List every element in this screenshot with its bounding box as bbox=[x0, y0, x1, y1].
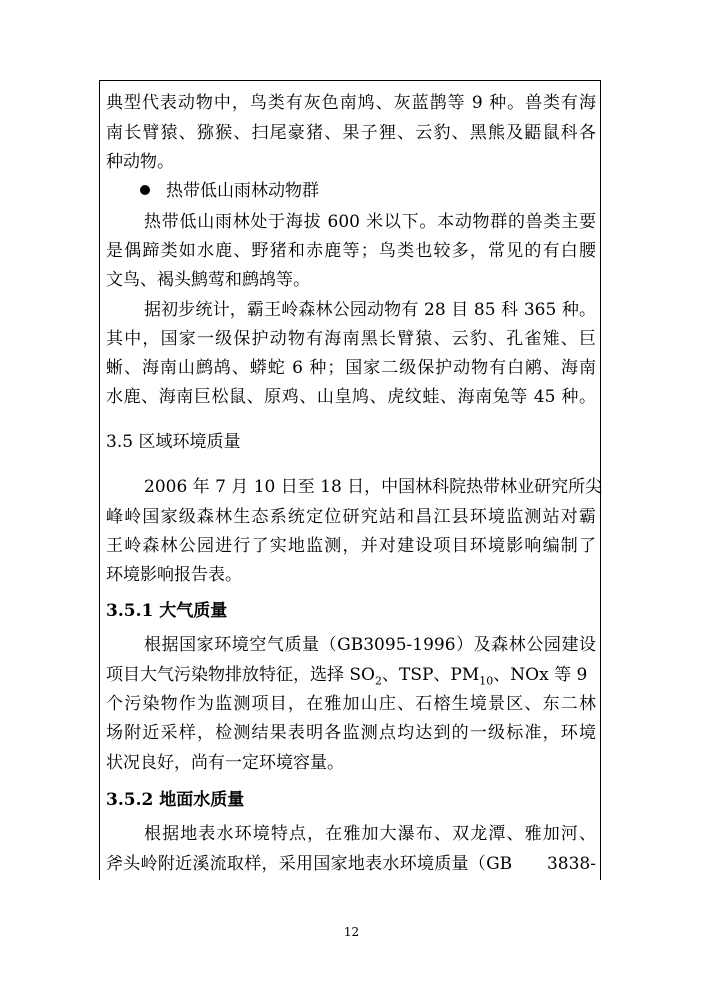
subscript: 10 bbox=[479, 674, 494, 688]
text-line: 斧头岭附近溪流取样，采用国家地表水环境质量（GB 3838- bbox=[106, 854, 596, 874]
text-line: 南长臂猿、猕猴、扫尾豪猪、果子狸、云豹、黑熊及鼯鼠科各 bbox=[106, 123, 596, 143]
text-line: 峰岭国家级森林生态系统定位研究站和昌江县环境监测站对霸 bbox=[106, 507, 596, 527]
text-line: 王岭森林公园进行了实地监测，并对建设项目环境影响编制了 bbox=[106, 536, 596, 556]
page-number: 12 bbox=[343, 925, 360, 939]
text-line: 是偶蹄类如水鹿、野猪和赤鹿等；鸟类也较多，常见的有白腰 bbox=[106, 241, 596, 261]
text-line: 环境影响报告表。 bbox=[106, 565, 242, 585]
text-line: 场附近采样，检测结果表明各监测点均达到的一级标准，环境 bbox=[106, 723, 596, 743]
section-heading-3-5-2: 3.5.2 地面水质量 bbox=[106, 790, 245, 810]
text-line: 根据地表水环境特点，在雅加大瀑布、双龙潭、雅加河、 bbox=[144, 824, 596, 844]
bullet-heading-text: 热带低山雨林动物群 bbox=[166, 181, 319, 201]
text-segment: 项目大气污染物排放特征，选择 $SO_2$、TSP、$PM_{10}$、NOx 等 9 bbox=[106, 665, 588, 688]
section-heading-3-5: 3.5 区域环境质量 bbox=[106, 432, 241, 452]
bullet-heading bbox=[106, 180, 596, 202]
text-line: 据初步统计，霸王岭森林公园动物有 28 目 85 科 365 种。 bbox=[144, 300, 596, 320]
text-line-with-subscripts bbox=[106, 664, 596, 686]
subscript: 2 bbox=[375, 674, 382, 688]
text-line: 蜥、海南山鹧鸪、蟒蛇 6 种；国家二级保护动物有白鹇、海南 bbox=[106, 358, 596, 378]
text-line: 状况良好，尚有一定环境容量。 bbox=[106, 753, 344, 773]
text-line: 其中，国家一级保护动物有海南黑长臂猿、云豹、孔雀雉、巨 bbox=[106, 329, 596, 349]
text-line: 热带低山雨林处于海拔 600 米以下。本动物群的兽类主要 bbox=[144, 212, 596, 232]
text-line: 水鹿、海南巨松鼠、原鸡、山皇鸠、虎纹蛙、海南兔等 45 种。 bbox=[106, 387, 596, 407]
text-line: 种动物。 bbox=[106, 152, 174, 172]
text-line: 2006 年 7 月 10 日至 18 日，中国林科院热带林业研究所尖 bbox=[144, 477, 603, 497]
text-line: 文鸟、褐头鹪莺和鹧鸪等。 bbox=[106, 270, 310, 290]
text-line: 典型代表动物中，鸟类有灰色南鸠、灰蓝鹊等 9 种。兽类有海 bbox=[106, 93, 596, 113]
bullet-icon bbox=[140, 185, 150, 195]
text-line: 个污染物作为监测项目，在雅加山庄、石榕生境景区、东二林 bbox=[106, 694, 596, 714]
section-heading-3-5-1: 3.5.1 大气质量 bbox=[106, 601, 228, 621]
text-line: 根据国家环境空气质量（GB3095-1996）及森林公园建设 bbox=[144, 635, 596, 655]
